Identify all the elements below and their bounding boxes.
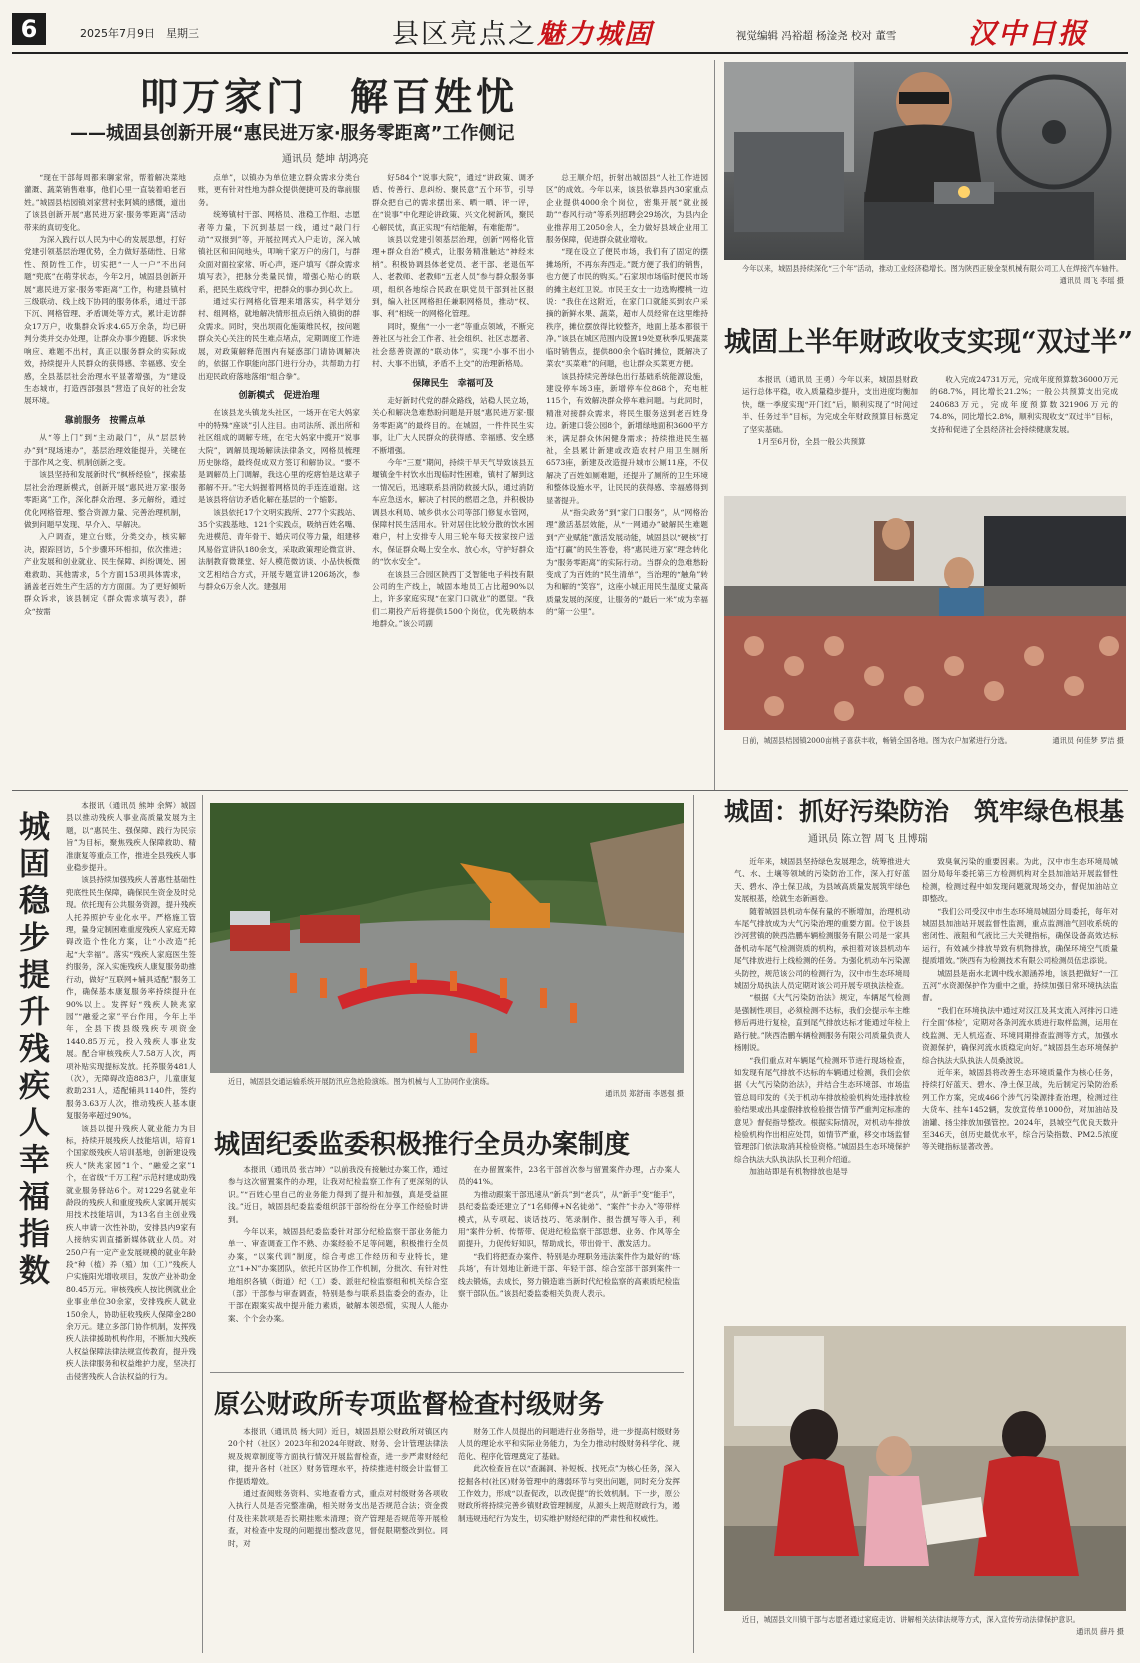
paper-logo: 汉中日报 [968, 17, 1089, 50]
paragraph: “我们将把查办案件、特别是办理职务违法案件作为最好的‘练兵场’，有计划地让新进干部、年轻干部、综合室部干部到案件一线去锻炼，去成长，努力锻造谁当新时代纪检监察的高素质纪检监察干部队伍。”该县纪委监委相关负责人表示。 [458, 1251, 680, 1299]
pollution-byline: 通讯员 陈立智 周飞 且博瑞 [808, 834, 928, 845]
lead-column-1 [24, 172, 186, 780]
photo-road-caption [228, 1076, 684, 1102]
road-illustration [210, 803, 684, 1073]
paragraph: 同时，聚焦“一小一老”等重点领域，不断完善社区与社会工作者、社会组织、社区志愿者、社会慈善资源的“联动体”，实现“小事不出小村、大事不出镇，矛盾不上交”的治理新格局。 [372, 321, 534, 369]
editors: 视觉编辑 冯裕超 杨淦尧 校对 董雪 [736, 30, 897, 42]
divider [714, 60, 715, 790]
section-title-red: 魅力城固 [537, 19, 653, 50]
paragraph: 通过查阅账务资料、实地查看方式，重点对村级财务各项收入执行人员是否完整准确，相关财务支出是否规范合法；资金拨付及往来款项是否长期挂账未清理；资产管理是否规范等开展检查，对检查中发现的问题提出整改意见，督促限期整改到位。同时，对 [228, 1489, 448, 1548]
finance-column-2 [930, 374, 1118, 464]
discipline-column-2 [458, 1164, 680, 1364]
volunteers-illustration [724, 1326, 1126, 1611]
paragraph: 入户调查，建立台账，分类交办，核实解决，跟踪回访，5个步骤环环相扣，依次推进；产业发展和创业就业、民生保障、纠纷调处、困难救助、其他需求，5个方面153项具体需求，涵盖老百姓生产生活的方方面面。为了更好倾听群众诉求，该县制定《群众需求填写表》，群众“按需 [24, 532, 186, 616]
paragraph: 该县持续完善绿色出行基础系统能源设施，建设停车场3座，新增停车位868个，充电桩115个，有效解决群众停车难问题。与此同时，精准对接群众需求，将民生服务送到老百姓身边。新建口袋公园8个，新增绿地面积3600平方米，满足群众休闲健身需求；持续推进民生福祉，全县累计新建或改造农村户用卫生厕所6573座，新建及改造提升城市公厕11座，不仅解决了百姓如厕难题，还提升了厕所的卫生环境和整体设施水平，让民民的获得感、幸福感得到显著提升。 [546, 371, 708, 505]
paragraph: “我们在环境执法中通过对汉江及其支流入河排污口进行全面‘体检’，定期对各条河流水质进行取样监测，运用在线监测、无人机巡查、环境同期排查监测等方式，加强水资源保护，确保河流水质稳定向好。”城固县生态环境保护综合执法大队执法人员桑波说。 [922, 1005, 1118, 1065]
lead-subhead: ——城固县创新开展“惠民进万家·服务零距离”工作侧记 [70, 123, 515, 144]
header-rule [12, 52, 1128, 54]
lead-byline: 通讯员 楚坤 胡鸿亮 [282, 154, 369, 165]
paragraph: 本报讯（通讯员 张吉坤）“以前我没有接触过办案工作，通过参与这次留置案件的办理，让我对纪检监察工作有了更深刻的认识。”“百姓心里自己的业务能力得到了提升和加强，真是受益匪浅。”近日，城固县纪委监委组织部干部纷纷在分享工作经验时讲到。 [228, 1165, 448, 1224]
photo-welder [724, 62, 1126, 260]
divider [693, 795, 694, 1653]
paragraph: 今年“三夏”期间，持续干旱天气导致该县五堰镇金牛村饮水出现临时性困难，镇村了解到这一情况后，迅速联系县消防救援大队，通过消防车应急送水，解决了村民的燃眉之急，并积极协调县水利局、城乡供水公司等部门修复水管网，保障村民生活用水。针对居住比较分散的饮水困难户，村上安排专人用三轮车每天按家按户送水，保证群众喝上安全水、放心水，守护好群众的“饮水安全”。 [372, 457, 534, 567]
disabled-text [66, 800, 196, 1645]
paragraph: 本报讯（通讯员 杨大同）近日，城固县原公财政所对镇区内20个村（社区）2023年和2024年财政、财务、会计管理法律法规及规章制度等方面执行情况开展监督检查，进一步严肃财经纪律，提升各村（社区）财务管理水平，持续推进村级会计监督工作提质增效。 [228, 1427, 448, 1486]
lead-headline: 叩万家门 解百姓忧 [140, 75, 519, 119]
paragraph: 点单”，以镇办为单位建立群众需求分类台账，更有针对性地为群众提供便捷可及的靠前服务。 [198, 173, 360, 207]
caption-text: 近日，城固县交通运输系统开展防汛应急抢险演练。图为机械与人工协同作业演练。 [228, 1077, 494, 1086]
photo-volunteers-caption [742, 1614, 1124, 1640]
audit-column-1 [228, 1426, 448, 1651]
paragraph: 走好新时代党的群众路线，站稳人民立场，关心和解决急难愁盼问题是开展“惠民进万家·服务零距离”的最终目的。在城固，一件件民生实事，让广大人民群众的获得感、幸福感、安全感不断增强。 [372, 395, 534, 455]
welder-illustration [724, 62, 1126, 260]
paragraph: 该县依托17个文明实践所、277个实践站、35个实践基地、121个实践点，吸纳百姓名嘴、先进模范、青年骨干、婚庆司仪等力量，组建移风易俗宣讲队180余支，采取政策理论微宣讲、法制教育微课堂、好人模范微访谈、小品快板微文艺相结合方式，开展专题宣讲1206场次，参与群众6万余人次。建强用 [198, 507, 360, 591]
pollution-column-2 [922, 856, 1118, 1316]
paragraph: 为推动跟案干部迅速从“新兵”到“老兵”，从“新手”变“能手”，县纪委监委还建立了“1名师傅+N名徒弟”、“案件”卡办入”等带样模式，从专项起、谈话技巧、笔录制作、报告撰写等入手，利用“案件分析、传帮带、促进纪检监察干部思想、业务、作风等全面提升，力促传好知识，帮助成长，带出骨干、激发活力。 [458, 1189, 680, 1249]
paragraph: 致臭氧污染的重要因素。为此，汉中市生态环境局城固分局每年委托第三方检测机构对全县加油站开展监督性检测，检测过程中如发现问题就现场交办，督促加油站立即整改。 [922, 857, 1118, 904]
pollution-headline: 城固：抓好污染防治 筑牢绿色根基 [724, 797, 1125, 826]
paragraph: “我们重点对车辆尾气检测环节进行现场检查，如发现有尾气排放不达标的车辆通过检测，我们会依据《大气污染防治法》，并结合生态环境部、市场监管总局印发的《关于机动车排放检验机构处违排放检验结果或出具虚假排放检验报告情节严重判定标准的意见》督促指导整改。根据实际情况，对机动车排放检验机构作出相应处罚，如情节严重，移交市场监督管理部门依法取消其检验资格。”城固县生态环境保护综合执法大队执法队长卫利介绍道。 [734, 1055, 910, 1164]
paragraph: 该县以党建引领基层治理，创新“网格化管理+群众自治”模式，让服务精准触达“神经末梢”。积极协调县体老党员、老干部、老退伍军人、老教师、老教师“五老人员”参与群众服务事项，组织各地综合民政在职党员干部到社区报到，编入社区网格担任兼职网格员，推动“权、事、利”相统一的网格化管理。 [372, 235, 534, 319]
paragraph: 财务工作人员提出的问题进行业务指导，进一步提高村级财务人员的理论水平和实际业务能力，为全力推动村级财务科学化、规范化、程序化管理奠定了基础。 [458, 1427, 680, 1461]
paragraph: 近年来，城固县将改善生态环境质量作为核心任务，持续打好蓝天、碧水、净土保卫战，先后制定污染防治系列工作方案，完成466个涉气污染源排查治理，检测过往大货车、挂车1452辆，发放宣传单1000份，对加油站及油罐、扬尘排放加强管控。2024年，县城空气优良天数升至346天，创历史最优水平，综合污染指数、PM2.5浓度等关键指标显著改善。 [922, 1067, 1118, 1152]
subhead: 创新模式 促进治理 [238, 390, 320, 401]
paragraph: 此次检查旨在以“查漏洞、补短板、找死点”为核心任务，深入挖掘各村(社区)财务管理中的薄弱环节与突出问题，同时充分发挥工作效力，形成“以查促改，以改促提”的长效机制。下一步，原公财政所将持续完善乡镇财政管理制度，从源头上规范财政行为，遏制违规违纪行为发生，切实维护财经纪律的严肃性和权威性。 [458, 1464, 680, 1523]
paragraph: 1月至6月份，全县一般公共预算 [757, 437, 866, 447]
photo-credit: 通讯员 郑舒南 李恩强 摄 [605, 1088, 684, 1098]
audit-column-2 [458, 1426, 680, 1651]
paragraph: 通过实行网格化管理来增落实，科学划分村、组网格，就地解决情形扭点后纳入镇街的群众需求。同时，突出坝雨化施策维民权，按问题群众关心关注的民生难点堵点，定期调度工作进展，对政策解释范围内有疑惑部门请协调解决的，依据工作职能向部门进行分办，共帮助力打出迎民政府落地落细“组合拳”。 [198, 297, 360, 381]
paragraph: “我们公司受汉中市生态环境局城固分局委托，每年对城固县加油站开展监督性监测，重点监测油气回收系统的密闭性、液阻和气液比三大关键指标，确保设备高效达标运行，有效减少排放导致有机物排放，确保环境空气质量提质增效。”陕西有为检测技术有限公司检测员伍忠添说。 [922, 906, 1118, 966]
photo-road-drill [210, 803, 684, 1073]
peach-illustration [724, 496, 1126, 730]
paragraph: 近年来，城固县坚持绿色发展理念，统筹推进大气、水、土壤等领域的污染防治工作，深入打好蓝天、碧水、净土保卫战，为县域高质量发展筑牢绿色发展根基，绘就生态新画卷。 [734, 857, 910, 904]
paragraph: 该县持续加强残疾人普惠性基础性兜底性民生保障，确保民生资金及时兑现。依托现有公共服务资源，提升残疾人托养照护专业化水平。严格施工管理，量身定制困难重度残疾人家庭无障碍改造个性化方案，让“小改造”托起“大幸福”。落实“残疾人家庭医生签约服务，深入实施残疾人康复服务助推行动，做好“互联网+辅具适配”服务工作，确保基本康复服务率持续提升在90%以上。发挥好“残疾人陕兆家园”“融爱之家”平台作用，今年上半年，全县下拨县级残疾专项资金1440.85万元，投入残疾人事业发展。配合审核残疾人7.58万人次，两项补贴实现提标发放。托养服务481人（次），无障碍改造883户，儿童康复救助231人，适配辅具1140件，签约服务3.63万人次，推动残疾人基本康复服务率超过90%。 [66, 875, 196, 1121]
paragraph: 随着城固县机动车保有量的不断增加，治理机动车尾气排放成为大气污染治理的重要方面。位于该县沙河营镇的陕西浩鹏车辆检测服务有限公司是一家具备机动车尾气检测资质的机构，承担着对该县机动车尾气排放进行上线检测的任务。为强化机动车污染源头防控，规范该公司的检测行为，汉中市生态环境局城固分局执法人员定期对该公司开展专项执法检查。 [734, 906, 910, 991]
paragraph: 好584个“说事大院”，通过“讲政策、调矛盾、传善行、息纠纷、聚民意”五个环节，引导群众把自己的需求摆出来、晒一晒、评一评，在“说事”中化理论讲政策、兴文化树新风，聚民心解民忧，真正实现“有结能解，有难能帮”。 [372, 173, 534, 232]
caption-text: 日前，城固县桔园镇2000亩桃子喜获丰收，畅销全国各地。图为农户加紧进行分选。 [742, 736, 1012, 745]
subhead: 靠前服务 按需点单 [64, 415, 146, 426]
paragraph: 收入完成24731万元，完成年度预算数36000万元的68.7%，同比增长21.2%；一般公共预算支出完成240683万元，完成年度预算数321906万元的74.8%，同比增长2.8%，顺利实现收支“双过半”目标，支持和促进了全县经济社会持续健康发展。 [930, 375, 1118, 434]
photo-peach-caption [742, 735, 1124, 759]
paragraph: “现在设立了便民市场，我们有了固定的摆摊场所，不再东奔西走。”既方便了我们的销售，也方便了市民的购买。”石家坝市场临时便民市场的摊主赵红卫说。市民王女士一边选购樱桃一边说：“我住在这附近，在家门口就能买到农户采摘的新鲜水果、蔬菜，超市人员经常在这里维持秩序，摊位摆放得比较整齐，地面上基本都很干净。”该县在城区范围内设置19处夏秋季瓜果蔬菜临时销售点，提供800余个临时摊位，既解决了菜农“买菜难”的问题，也让群众买菜更方便。 [546, 247, 708, 369]
paragraph: 今年以来，城固县纪委监委针对部分纪检监察干部业务能力单一、审查调查工作不熟、办案经验不足等问题，积极推行全员办案，“以案代训”制度，综合考虑工作经历和专业特长，建立“1+N”办案团队，依托片区协作工作机制，分批次、有针对性地组织各镇（街道）纪（工）委、派驻纪检监察组和机关综合室（部）干部参与审查调查，特别是参与联系县监委会的查办，让干部在跟案实战中提升能力素质，破解本领恐慌，实现人人能办案、个个会办案。 [228, 1227, 448, 1323]
paragraph: “根据《大气污染防治法》规定，车辆尾气检测是强制性项目，必须检测不达标，我们会提示车主维修后再进行复检，直到尾气排放达标才能通过年检上路行驶。”陕西浩鹏车辆检测服务有限公司质量负责人杨刚说。 [734, 993, 910, 1053]
lead-column-3 [372, 172, 534, 780]
paragraph: 本报讯（通讯员 王勇）今年以来，城固县财政运行总体平稳，收入质量稳步提升，支出进度均衡加快，继一季度实现“开门红”后，顺利实现了“时间过半、任务过半”目标，为完成全年财政预算目标奠定了坚实基础。 [742, 375, 918, 434]
lead-column-4 [546, 172, 708, 780]
paragraph: 本报讯（通讯员 熊坤 余辉）城固县以推动残疾人事业高质量发展为主题，以“惠民生、强保障、践行为民宗旨”为目标，聚焦残疾人保障救助、精准康复等重点工作，推进全县残疾人事业稳步提升。 [66, 801, 196, 873]
finance-headline: 城固上半年财政收支实现“双过半” [724, 327, 1134, 358]
paragraph: 统筹镇村干部、网格员、准稳工作组、志愿者等力量，下沉到基层一线，通过“敲门行动”“双报到”等，开展拉网式入户走访，深入城镇社区和田间地头，叩响千家万户的房门，与群众面对面拉家常、听心声，逐户填写《群众需求填写表》，把脉分类量民情，增强心贴心的联系，把民生底线守牢，把群众的事办到心坎上。 [198, 210, 360, 294]
finance-column-1 [742, 374, 918, 464]
paragraph: 在该县龙头镇龙头社区，一场开在宅大妈家中的特殊“座谈”引人注目。由司法所、派出所和社区组成的调解专班，在宅大妈家中揽开“说事大院”，调解员现场解读法律条文，网格员梳理历史脉络，最终促成双方签订和解协议。“要不是调解员上门调解，我这心里的疙瘩怕是这辈子都解不开。”宅大妈握着网格员的手连连道谢。这是该县将信访矛盾化解在基层的一个缩影。 [198, 408, 360, 505]
disabled-headline: 城固稳步提升残疾人幸福指数 [13, 810, 49, 1291]
paragraph: 在该县三合园区陕西丁爻智能电子科技有限公司的生产线上，城固本地员工占比超90%以上，许多家庭实现“在家门口就业”的愿望。“我们二期投产后将提供1500个岗位，优先吸纳本地群众。”该公司副 [372, 569, 534, 629]
issue-date: 2025年7月9日 星期三 [80, 27, 199, 40]
discipline-headline: 城固纪委监委积极推行全员办案制度 [214, 1130, 631, 1160]
section-title [392, 12, 653, 51]
lead-column-2 [198, 172, 360, 780]
photo-peach [724, 496, 1126, 730]
divider [12, 790, 1128, 791]
paragraph: 该县以提升残疾人就业能力为目标，持续开展残疾人技能培训，培育1个国家级残疾人培训基地，创新建设残疾人“陕兆家园”1个、“融爱之家”1个，在省级“千万工程”示范村建成助残就业服务驿站6个。对1229名就业年龄段的残疾人和重度残疾人家属开展实用技术技能培训，为13名自主创业残疾人申请一次性补助，安排县内9家有人接纳实训直播新媒体就业人员。对250户有一定产业发展规模的就业年龄段“种（植）养（殖）加（工）”残疾人户实施阳光增收项目，发放产业补助金80.45万元。审核残疾人按比例就业企业事业单位30余家，安排残疾人就业150余人，协助征收残疾人保障金280余万元。建立多部门协作机制，发挥残疾人法律援助机构作用，不断加大残疾人权益保障法律法规宣传教育，提升残疾人法律服务和权益维护力度，坚决打击侵害残疾人合法权益的行为。 [66, 1123, 196, 1381]
paragraph: “现在干部每周都来聊家常，帮着解决菜地灌溉、蔬菜销售难事，他们心里一直装着咱老百姓。”城固县桔园镇刘家营村张阿姨的感慨，道出了该县创新开展“惠民进万家·服务零距离”活动带来的真切变化。 [24, 173, 186, 232]
caption-text: 今年以来，城固县持续深化“三个年”活动，推动工业经济稳增长。图为陕西正骏金泵机械有限公司工人在焊接汽车轴件。 [742, 264, 1124, 273]
photo-welder-caption [742, 263, 1124, 287]
paragraph: 从“等上门”到“主动敲门”，从“层层转办”到“现场速办”，基层治理效能提升，关键在于部作风之变、机制创新之变。 [24, 433, 186, 467]
caption-text: 近日，城固县文川镇干部与志愿者通过家庭走访、讲解相关法律法规等方式，深入宣传劳动法律保护意识。 [742, 1615, 1080, 1624]
divider [210, 1372, 684, 1373]
subhead: 保障民生 幸福可及 [412, 378, 494, 389]
photo-credit: 通讯员 何佳梦 罗洁 摄 [1052, 736, 1124, 745]
audit-headline: 原公财政所专项监督检查村级财务 [214, 1390, 605, 1420]
section-title-text: 县区亮点之 [392, 19, 537, 50]
pollution-column-1 [734, 856, 910, 1316]
paragraph: 在办留置案件，23名干部首次参与留置案件办理，占办案人员的41%。 [458, 1165, 680, 1187]
paragraph: 为深入践行以人民为中心的发展思想，打好党建引领基层治理优势，全力做好基础性、日常性、预防性工作，切实把“一人一户”不出问题“兜底”在萌芽状态，今年2月，城固县创新开展“惠民进万家·服务零距离”工作，构建县镇村三级联动、线上线下协同的服务体系，通过干部下沉、网格管理、矛盾调处等方式，累计走访群众17万户，收集群众诉求4.65万余条，均已研判分类并交办处理，让群众办事少跑腿、诉求快响应、难题不出村，真正以服务群众的实际成效，持续提升人民群众的获得感、幸福感、安全感，全县基层社会治理水平显著增强，为“建设生态城市，打造西部强县”营造了良好的社会发展环境。 [24, 235, 186, 406]
paragraph: 城固县是南水北调中线水源涵养地，该县把做好“一江五河”水资源保护作为重中之重，持续加强日常环境执法监督。 [922, 968, 1118, 1003]
photo-credit: 通讯员 周飞 李瑶 摄 [1059, 275, 1124, 285]
page-number: 6 [12, 13, 46, 45]
photo-credit: 通讯员 薛丹 摄 [1076, 1626, 1124, 1636]
paragraph: 加油站即是有机物排放也是导 [749, 1167, 848, 1177]
paragraph: 从“指尖政务”到“家门口服务”，从“网格治理”激活基层效能，从“一网通办”破解民生难题到“产业赋能”激活发展动能，城固县以“硬核”打造“打赢”的民生答卷，将“惠民进万家”理念转化为“服务零距离”的实际行动。当群众的急难愁盼变成了为百姓的“民生清单”，当治理的“触角”转为和解的“笑容”，这座小城正用民生温度丈量高质量发展的深度，让服务的“最后一米”成为幸福的“第一公里”。 [546, 507, 708, 617]
discipline-column-1 [228, 1164, 448, 1364]
paragraph: 该县坚持和发展新时代“枫桥经验”，探索基层社会治理新模式，创新开展“惠民进万家·服务零距离”工作，深化群众治理、多元解纷，通过优化网格管理、整合资源力量、完善治理机制，做到问题早发现、早介入、早解决。 [24, 470, 186, 529]
divider [202, 795, 203, 1653]
paragraph: 总王顺介绍，折射出城固县“人社工作进园区”的成效。今年以来，该县依靠县内30家重点企业提供4000余个岗位，密集开展“就业援助”“春风行动”等系列招聘会29场次，为县内企业推荐用工2050余人，全力做好县域企业用工服务保障，促进群众就业增收。 [546, 173, 708, 245]
photo-volunteers [724, 1326, 1126, 1611]
